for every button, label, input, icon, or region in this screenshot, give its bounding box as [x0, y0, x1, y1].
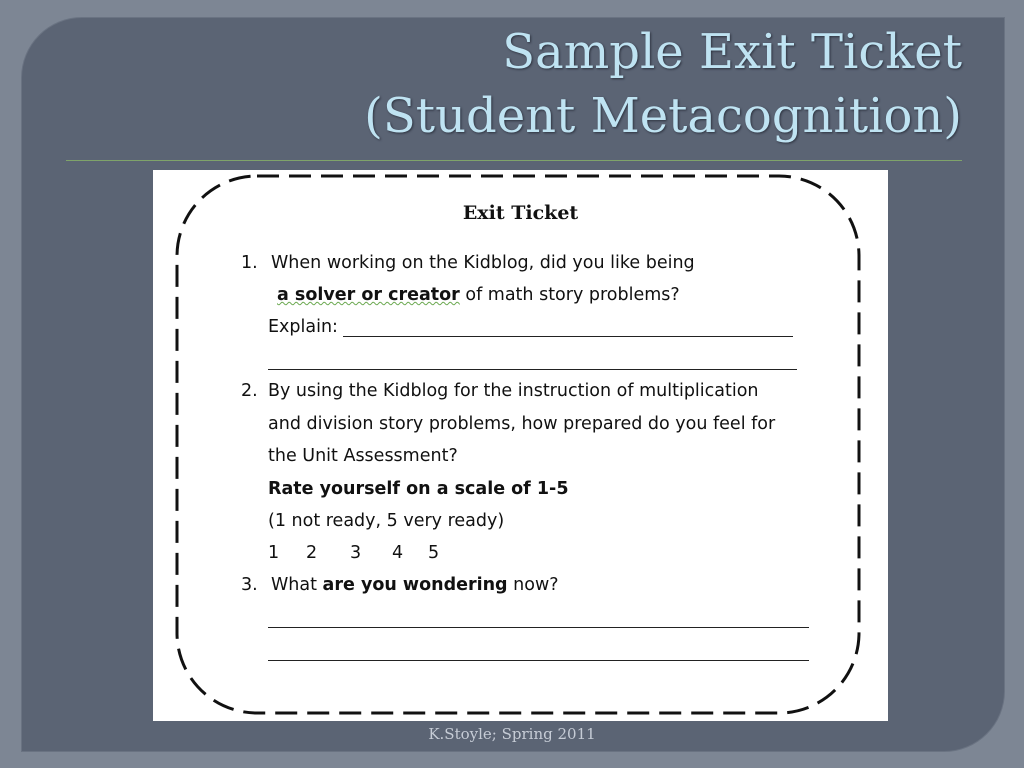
- rating-option-4: 4: [392, 543, 404, 563]
- rate-instruction: Rate yourself on a scale of 1-5: [268, 479, 569, 499]
- question-1-number: 1.: [241, 253, 258, 273]
- explain-answer-line-1: [343, 336, 793, 337]
- ticket-title: Exit Ticket: [462, 202, 579, 224]
- explain-answer-line-2: [268, 369, 797, 370]
- slide-title-line-1: Sample Exit Ticket: [502, 24, 962, 80]
- rating-option-2: 2: [306, 543, 318, 563]
- scale-note: (1 not ready, 5 very ready): [268, 511, 505, 531]
- question-2-line-1: 2. By using the Kidblog for the instruction of multiplication: [241, 381, 759, 401]
- wonder-answer-line-1: [268, 627, 809, 628]
- rating-option-1: 1: [268, 543, 280, 563]
- question-1-bold-text: a solver or creator: [277, 285, 460, 305]
- question-2-line-2: and division story problems, how prepared do you feel for: [268, 414, 776, 434]
- question-1-rest-text: of math story problems?: [459, 285, 680, 305]
- question-1-line-1: [241, 252, 695, 274]
- slide-footer: K.Stoyle; Spring 2011: [428, 725, 596, 743]
- slide-title-line-2: (Student Metacognition): [364, 88, 962, 144]
- explain-label: Explain:: [268, 317, 338, 337]
- question-1-line-2: [277, 284, 680, 306]
- rating-option-5: 5: [428, 543, 440, 563]
- rating-options: [268, 542, 439, 564]
- rating-option-3: 3: [350, 543, 362, 563]
- question-3: 3. What are you wondering now?: [241, 575, 559, 595]
- exit-ticket-image: [153, 170, 888, 721]
- question-2-number: 2.: [241, 381, 258, 401]
- wonder-answer-line-2: [268, 660, 809, 661]
- slide-title: [62, 20, 962, 148]
- title-divider: [66, 160, 962, 161]
- question-3-number: 3.: [241, 575, 258, 595]
- question-1-text: When working on the Kidblog, did you like being: [271, 253, 695, 273]
- question-2-line-3: the Unit Assessment?: [268, 446, 458, 466]
